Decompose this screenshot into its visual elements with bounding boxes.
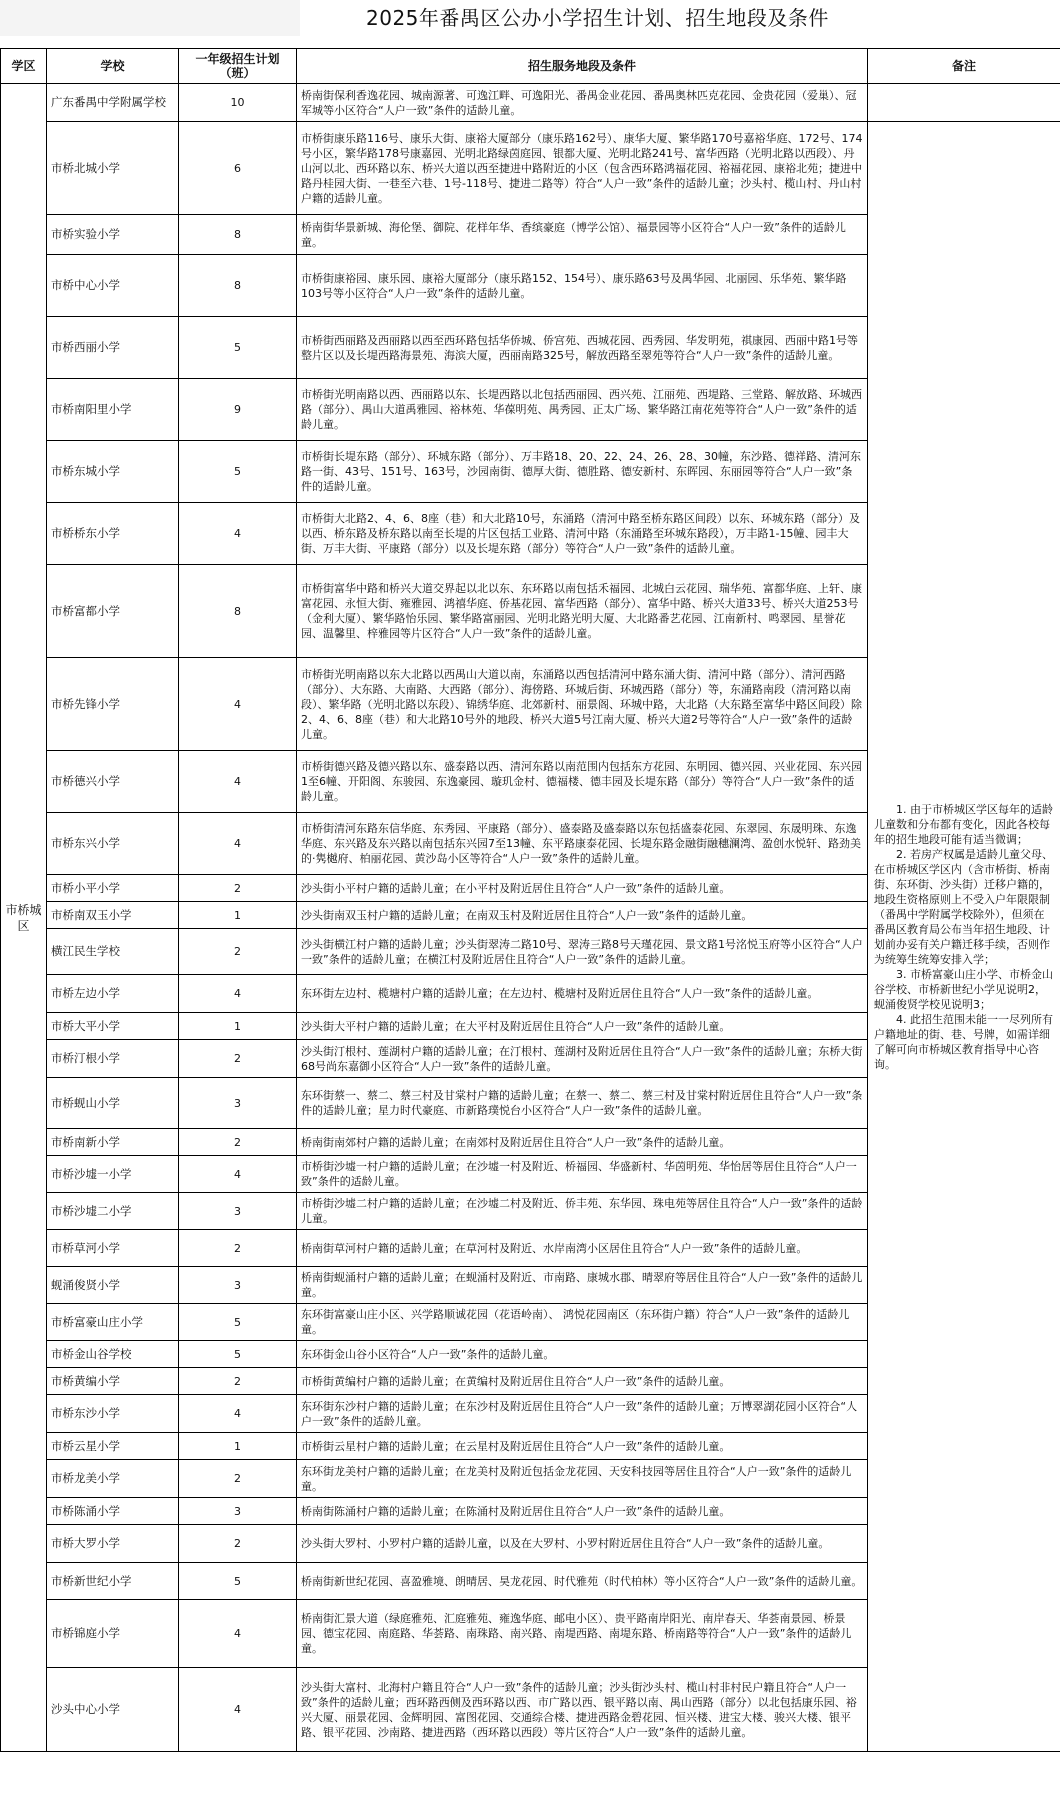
header-school: 学校 — [47, 49, 179, 84]
conditions-cell: 东环街龙美村户籍的适龄儿童；在龙美村及附近包括金龙花园、天安科技园等居住且符合“人户一致”条件的适龄儿童。 — [297, 1460, 868, 1498]
plan-cell: 8 — [179, 565, 297, 658]
plan-cell: 4 — [179, 503, 297, 565]
conditions-cell: 桥南街汇景大道（绿庭雅苑、汇庭雅苑、雍逸华庭、邮电小区）、贵平路南岸阳光、南岸春天、华荟南景园、桥景园、德宝花园、南庭路、华荟路、南珠路、南兴路、南堤西路、南堤东路、桥南路等符合“人户一致”条件的适龄儿童。 — [297, 1600, 868, 1668]
table-row — [1, 122, 1060, 215]
admission-table — [0, 48, 1060, 1752]
conditions-cell: 市桥街大北路2、4、6、8座（巷）和大北路10号，东涌路（清河中路至桥东路区间段）以东、环城东路（部分）及以西、桥东路及桥东路以南至长堤的片区包括工业路、清河中路（东涌路至环城东路段），万丰路1-15幢、园丰大街、万丰大街、平康路（部分）以及长堤东路（部分）等符合“人户一致”条件的适龄儿童。 — [297, 503, 868, 565]
school-name-cell: 市桥沙墟一小学 — [47, 1156, 179, 1193]
plan-cell: 5 — [179, 317, 297, 379]
school-name-cell: 市桥云星小学 — [47, 1433, 179, 1460]
table-body — [1, 84, 1060, 1752]
school-name-cell: 市桥沙墟二小学 — [47, 1193, 179, 1230]
school-name-cell: 市桥大平小学 — [47, 1013, 179, 1040]
school-name-cell: 市桥陈涌小学 — [47, 1498, 179, 1525]
school-name-cell: 市桥中心小学 — [47, 255, 179, 317]
conditions-cell: 桥南街华景新城、海伦堡、御院、花样年华、香缤豪庭（博学公馆）、福景园等小区符合“人户一致”条件的适龄儿童。 — [297, 215, 868, 255]
school-name-cell: 广东番禺中学附属学校 — [47, 84, 179, 122]
table-header-row — [1, 49, 1060, 84]
school-name-cell: 市桥黄编小学 — [47, 1368, 179, 1395]
school-name-cell: 市桥草河小学 — [47, 1230, 179, 1267]
plan-cell: 3 — [179, 1498, 297, 1525]
plan-cell: 2 — [179, 929, 297, 975]
remark-item: 4. 此招生范围未能一一尽列所有户籍地址的街、巷、号牌，如需详细了解可向市桥城区教育指导中心咨询。 — [874, 1012, 1053, 1071]
school-name-cell: 市桥南新小学 — [47, 1129, 179, 1156]
header-plan: 一年级招生计划（班） — [179, 49, 297, 84]
plan-cell: 1 — [179, 1433, 297, 1460]
school-name-cell: 市桥南双玉小学 — [47, 902, 179, 929]
plan-cell: 5 — [179, 1341, 297, 1368]
plan-cell: 4 — [179, 1600, 297, 1668]
school-name-cell: 市桥金山谷学校 — [47, 1341, 179, 1368]
school-name-cell: 市桥东城小学 — [47, 441, 179, 503]
plan-cell: 5 — [179, 1563, 297, 1600]
conditions-cell: 市桥街沙墟二村户籍的适龄儿童；在沙墟二村及附近、侨丰苑、东华园、珠电苑等居住且符合“人户一致”条件的适龄儿童。 — [297, 1193, 868, 1230]
plan-cell: 10 — [179, 84, 297, 122]
conditions-cell: 市桥街富华中路和桥兴大道交界起以北以东、东环路以南包括禾福园、北城白云花园、瑞华苑、富都华庭、上轩、康富花园、永恒大街、雍雅园、鸿禧华庭、侨基花园、富华西路（部分）、富华中路、桥兴大道33号、桥兴大道253号（金利大厦）、繁华路怡乐园、繁华路富丽园、光明北路光明大厦、大北路番艺花园、江南新村、鸣翠园、星誉花园、温馨里、梓雅园等片区符合“人户一致”条件的适龄儿童。 — [297, 565, 868, 658]
plan-cell: 4 — [179, 1156, 297, 1193]
remark-item: 3. 市桥富豪山庄小学、市桥金山谷学校、市桥新世纪小学见说明2，蚬涌俊贤学校见说明3； — [874, 967, 1053, 1011]
school-name-cell: 市桥龙美小学 — [47, 1460, 179, 1498]
conditions-cell: 市桥街康裕园、康乐园、康裕大厦部分（康乐路152、154号）、康乐路63号及禺华园、北丽园、乐华苑、繁华路103号等小区符合“人户一致”条件的适龄儿童。 — [297, 255, 868, 317]
school-name-cell: 市桥东沙小学 — [47, 1395, 179, 1433]
conditions-cell: 东环街蔡一、蔡二、蔡三村及甘棠村户籍的适龄儿童；在蔡一、蔡二、蔡三村及甘棠村附近居住且符合“人户一致”条件的适龄儿童；星力时代豪庭、市新路璞悦台小区符合“人户一致”条件的适龄儿童。 — [297, 1078, 868, 1129]
plan-cell: 4 — [179, 751, 297, 813]
remark-item: 2. 若房产权属是适龄儿童父母、在市桥城区学区内（含市桥街、桥南街、东环街、沙头街）迁移户籍的，地段生资格原则上不受入户年限限制（番禺中学附属学校除外），但须在番禺区教育局公布当年招生地段、计划前办妥有关户籍迁移手续，否则作为统筹生统筹安排入学； — [874, 847, 1053, 966]
school-name-cell: 市桥实验小学 — [47, 215, 179, 255]
conditions-cell: 桥南街南郊村户籍的适龄儿童；在南郊村及附近居住且符合“人户一致”条件的适龄儿童。 — [297, 1129, 868, 1156]
conditions-cell: 市桥街德兴路及德兴路以东、盛泰路以西、清河东路以南范围内包括东方花园、东明园、德兴园、兴业花园、东兴园1至6幢、开阳阁、东骏园、东逸豪园、璇玑金村、德福楼、德丰园及长堤东路（部分）等符合“人户一致”条件的适龄儿童。 — [297, 751, 868, 813]
plan-cell: 2 — [179, 1230, 297, 1267]
school-name-cell: 市桥先锋小学 — [47, 658, 179, 751]
school-name-cell: 市桥新世纪小学 — [47, 1563, 179, 1600]
plan-cell: 3 — [179, 1193, 297, 1230]
school-name-cell: 市桥东兴小学 — [47, 813, 179, 875]
plan-cell: 1 — [179, 1013, 297, 1040]
table-row — [1, 84, 1060, 122]
conditions-cell: 沙头街小平村户籍的适龄儿童；在小平村及附近居住且符合“人户一致”条件的适龄儿童。 — [297, 875, 868, 902]
conditions-cell: 市桥街西丽路及西丽路以西至西环路包括华侨城、侨宫苑、西城花园、西秀园、华发明苑，祺康园、西丽中路1号等整片区以及长堤西路海景苑、海滨大厦，西丽南路325号，解放西路至翠苑等符合“人户一致”条件的适龄儿童。 — [297, 317, 868, 379]
school-name-cell: 沙头中心小学 — [47, 1668, 179, 1752]
conditions-cell: 东环街富豪山庄小区、兴学路顺诚花园（花语岭南）、 鸿悦花园南区（东环街户籍）符合“人户一致”条件的适龄儿童。 — [297, 1304, 868, 1341]
plan-cell: 6 — [179, 122, 297, 215]
conditions-cell: 沙头街横江村户籍的适龄儿童；沙头街翠涛二路10号、翠涛三路8号天瑾花园、景文路1号洺悦玉府等小区符合“人户一致”条件的适龄儿童；在横江村及附近居住且符合“人户一致”条件的适龄儿童。 — [297, 929, 868, 975]
conditions-cell: 市桥街沙墟一村户籍的适龄儿童；在沙墟一村及附近、桥福园、华盛新村、华茵明苑、华怡居等居住且符合“人户一致”条件的适龄儿童。 — [297, 1156, 868, 1193]
plan-cell: 1 — [179, 902, 297, 929]
conditions-cell: 市桥街黄编村户籍的适龄儿童；在黄编村及附近居住且符合“人户一致”条件的适龄儿童。 — [297, 1368, 868, 1395]
conditions-cell: 市桥街康乐路116号、康乐大街、康裕大厦部分（康乐路162号）、康华大厦、繁华路170号嘉裕华庭、172号、174号小区，繁华路178号康嘉园、光明北路绿茵庭园、银都大厦、光明北路241号、富华西路（光明北路以西段）、丹山河以北、西环路以东、桥兴大道以西至捷进中路附近的小区（包含西环路鸿福花园、裕福花园、康裕北苑；捷进中路丹桂园大街、一巷至六巷、1号-118号、捷进二路等）符合“人户一致”条件的适龄儿童；沙头村、榄山村、丹山村户籍的适龄儿童。 — [297, 122, 868, 215]
conditions-cell: 桥南街陈涌村户籍的适龄儿童；在陈涌村及附近居住且符合“人户一致”条件的适龄儿童。 — [297, 1498, 868, 1525]
school-name-cell: 市桥左边小学 — [47, 975, 179, 1013]
plan-cell: 3 — [179, 1267, 297, 1304]
conditions-cell: 沙头街汀根村、莲湖村户籍的适龄儿童；在汀根村、莲湖村及附近居住且符合“人户一致”条件的适龄儿童；东桥大街68号尚东嘉御小区符合“人户一致”条件的适龄儿童。 — [297, 1040, 868, 1078]
school-name-cell: 市桥南阳里小学 — [47, 379, 179, 441]
plan-cell: 8 — [179, 215, 297, 255]
plan-cell: 2 — [179, 1129, 297, 1156]
school-name-cell: 市桥德兴小学 — [47, 751, 179, 813]
conditions-cell: 沙头街南双玉村户籍的适龄儿童；在南双玉村及附近居住且符合“人户一致”条件的适龄儿童。 — [297, 902, 868, 929]
remarks-cell-empty — [868, 84, 1060, 122]
plan-cell: 4 — [179, 975, 297, 1013]
plan-cell: 2 — [179, 1525, 297, 1563]
conditions-cell: 沙头街大罗村、小罗村户籍的适龄儿童，以及在大罗村、小罗村附近居住且符合“人户一致”条件的适龄儿童。 — [297, 1525, 868, 1563]
plan-cell: 5 — [179, 1304, 297, 1341]
conditions-cell: 市桥街光明南路以西、西丽路以东、长堤西路以北包括西丽园、西兴苑、江丽苑、西堤路、三堂路、解放路、环城西路（部分）、禺山大道禹雅园、裕林苑、华葆明苑、禺秀园、正太广场、繁华路江南花苑等符合“人户一致”条件的适龄儿童。 — [297, 379, 868, 441]
school-name-cell: 市桥小平小学 — [47, 875, 179, 902]
conditions-cell: 东环街左边村、榄塘村户籍的适龄儿童；在左边村、榄塘村及附近居住且符合“人户一致”条件的适龄儿童。 — [297, 975, 868, 1013]
conditions-cell: 桥南街新世纪花园、喜盈雅境、朗晴居、昊龙花园、时代雅苑（时代柏林）等小区符合“人户一致”条件的适龄儿童。 — [297, 1563, 868, 1600]
school-name-cell: 市桥锦庭小学 — [47, 1600, 179, 1668]
page-title: 2025年番禺区公办小学招生计划、招生地段及条件 — [366, 6, 829, 30]
plan-cell: 4 — [179, 658, 297, 751]
school-name-cell: 市桥大罗小学 — [47, 1525, 179, 1563]
plan-cell: 4 — [179, 1395, 297, 1433]
conditions-cell: 桥南街保利香逸花园、城南源著、可逸江畔、可逸阳光、番禺金业花园、番禺奥林匹克花园、金贵花园（爱巢）、冠军城等小区符合“人户一致”条件的适龄儿童。 — [297, 84, 868, 122]
plan-cell: 2 — [179, 1460, 297, 1498]
plan-cell: 4 — [179, 813, 297, 875]
school-name-cell: 横江民生学校 — [47, 929, 179, 975]
conditions-cell: 市桥街长堤东路（部分）、环城东路（部分）、万丰路18、20、22、24、26、28、30幢，东沙路、德祥路、清河东路一街、43号、151号、163号，沙园南街、德厚大街、德胜路、德安新村、东晖园、东丽园等符合“人户一致”条件的适龄儿童。 — [297, 441, 868, 503]
conditions-cell: 桥南街蚬涌村户籍的适龄儿童；在蚬涌村及附近、市南路、康城水郡、晴翠府等居住且符合“人户一致”条件的适龄儿童。 — [297, 1267, 868, 1304]
school-name-cell: 市桥富豪山庄小学 — [47, 1304, 179, 1341]
plan-cell: 2 — [179, 875, 297, 902]
district-cell: 市桥城区 — [1, 84, 47, 1752]
conditions-cell: 市桥街清河东路东信华庭、东秀园、平康路（部分）、盛泰路及盛泰路以东包括盛泰花园、东翠园、东晟明珠、东逸华庭、东兴路及东兴路以南包括东兴园7至13幢、东平路康泰花园、长堤东路金融街融穗澜湾、盈创水悦轩、路劲美的·隽樾府、柏丽花园、黄沙岛小区等符合“人户一致”条件的适龄儿童。 — [297, 813, 868, 875]
conditions-cell: 市桥街云星村户籍的适龄儿童；在云星村及附近居住且符合“人户一致”条件的适龄儿童。 — [297, 1433, 868, 1460]
title-bar — [0, 0, 1060, 36]
conditions-cell: 东环街金山谷小区符合“人户一致”条件的适龄儿童。 — [297, 1341, 868, 1368]
conditions-cell: 沙头街大富村、北海村户籍且符合“人户一致”条件的适龄儿童；沙头街沙头村、榄山村非村民户籍且符合“人户一致”条件的适龄儿童；西环路西侧及西环路以西、市广路以西、银平路以南、禺山西路（部分）以北包括康乐园、裕兴大厦、丽景花园、金辉明园、富图花园、交通综合楼、捷进西路金碧花园、恒兴楼、进宝大楼、骏兴大楼、银平路、银平花园、沙南路、捷进西路（西环路以西段）等片区符合“人户一致”条件的适龄儿童。 — [297, 1668, 868, 1752]
plan-cell: 5 — [179, 441, 297, 503]
header-remarks: 备注 — [868, 49, 1060, 84]
conditions-cell: 市桥街光明南路以东大北路以西禺山大道以南，东涌路以西包括清河中路东涌大街、清河中路（部分）、清河西路（部分）、大东路、大南路、大西路（部分）、海傍路、环城后街、环城西路（部分）等，东涌路南段（清河路以南段）、繁华路（光明北路以东段）、锦绣华庭、北郊新村、丽景阁、环城中路，大北路（大东路至富华中路区间段）除2、4、6、8座（巷）和大北路10号外的地段、桥兴大道5号江南大厦、桥兴大道2号等符合“人户一致”条件的适龄儿童。 — [297, 658, 868, 751]
school-name-cell: 市桥汀根小学 — [47, 1040, 179, 1078]
header-district: 学区 — [1, 49, 47, 84]
sheet-gutter — [0, 0, 300, 36]
school-name-cell: 蚬涌俊贤小学 — [47, 1267, 179, 1304]
plan-cell: 4 — [179, 1668, 297, 1752]
conditions-cell: 桥南街草河村户籍的适龄儿童；在草河村及附近、水岸南湾小区居住且符合“人户一致”条件的适龄儿童。 — [297, 1230, 868, 1267]
school-name-cell: 市桥北城小学 — [47, 122, 179, 215]
school-name-cell: 市桥富都小学 — [47, 565, 179, 658]
plan-cell: 3 — [179, 1078, 297, 1129]
remark-item: 1. 由于市桥城区学区每年的适龄儿童数和分布都有变化，因此各校每年的招生地段可能有适当微调； — [874, 802, 1053, 846]
school-name-cell: 市桥西丽小学 — [47, 317, 179, 379]
plan-cell: 9 — [179, 379, 297, 441]
plan-cell: 2 — [179, 1040, 297, 1078]
school-name-cell: 市桥蚬山小学 — [47, 1078, 179, 1129]
school-name-cell: 市桥桥东小学 — [47, 503, 179, 565]
plan-cell: 8 — [179, 255, 297, 317]
header-conditions: 招生服务地段及条件 — [297, 49, 868, 84]
remarks-cell — [868, 122, 1060, 1752]
conditions-cell: 东环街东沙村户籍的适龄儿童；在东沙村及附近居住且符合“人户一致”条件的适龄儿童；万博翠湖花园小区符合“人户一致”条件的适龄儿童。 — [297, 1395, 868, 1433]
plan-cell: 2 — [179, 1368, 297, 1395]
conditions-cell: 沙头街大平村户籍的适龄儿童；在大平村及附近居住且符合“人户一致”条件的适龄儿童。 — [297, 1013, 868, 1040]
